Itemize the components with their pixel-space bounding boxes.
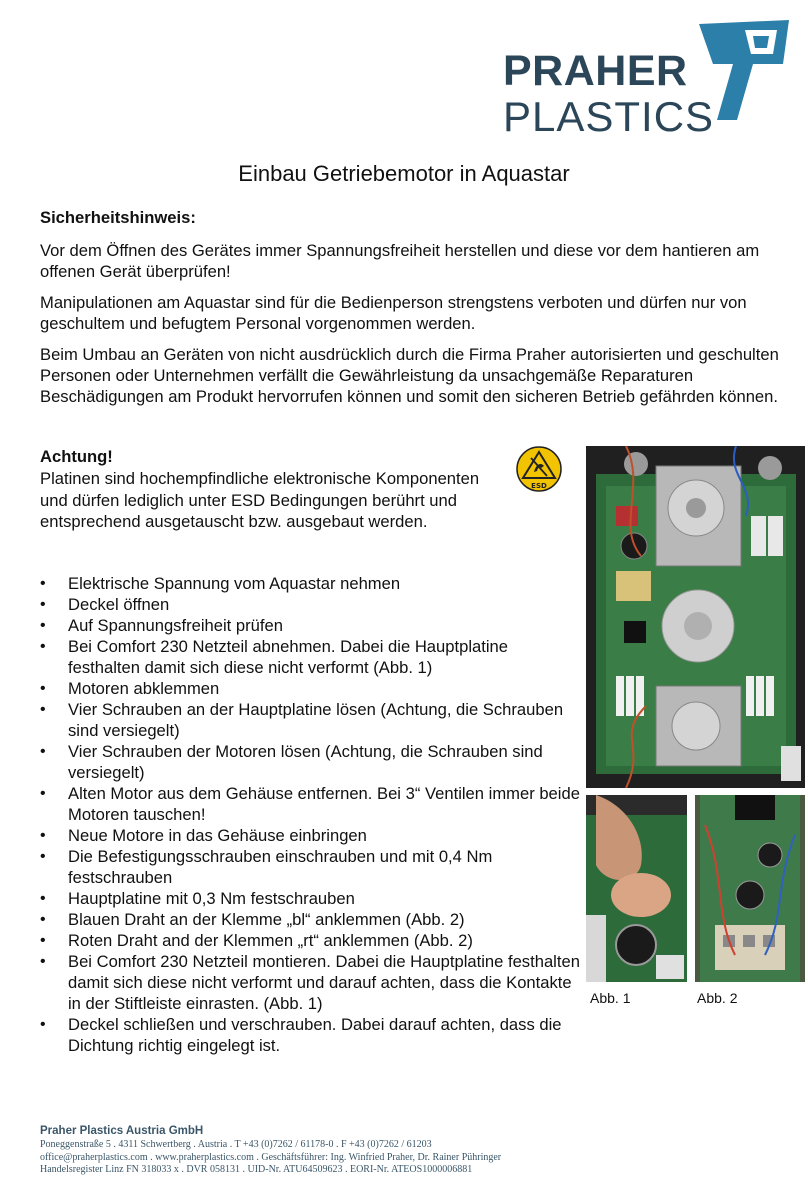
warning-text: Platinen sind hochempfindliche elektronische Komponenten und dürfen lediglich unter ESD Bedingungen berührt und entsprechend ausgetauscht bzw. ausgebaut werden.	[40, 469, 480, 531]
list-item: • Roten Draht and der Klemmen „rt“ anklemmen (Abb. 2)	[40, 930, 580, 951]
footer	[40, 1125, 780, 1177]
list-item: • Hauptplatine mit 0,3 Nm festschrauben	[40, 888, 580, 909]
list-item: • Blauen Draht an der Klemme „bl“ anklemmen (Abb. 2)	[40, 909, 580, 930]
logo-word-praher: PRAHER	[503, 47, 688, 95]
installation-steps-list	[40, 573, 580, 1056]
footer-address: Poneggenstraße 5 . 4311 Schwertberg . Austria . T +43 (0)7262 / 61178-0 . F +43 (0)7262 / 61203	[40, 1139, 432, 1150]
safety-paragraph-2: Manipulationen am Aquastar sind für die Bedienperson strengstens verboten und dürfen nur von geschultem und befugtem Personal vorgenommen werden.	[40, 293, 747, 333]
page-title: Einbau Getriebemotor in Aquastar	[238, 161, 570, 186]
safety-paragraph-3: Beim Umbau an Geräten von nicht ausdrücklich durch die Firma Praher autorisierten und geschulten Personen oder Unternehmen verfällt die Gewährleistung da unsachgemäße Reparaturen Beschädigungen am Produkt hervorrufen können und somit den sicheren Betrieb gefährden können.	[40, 345, 779, 406]
esd-warning-icon	[514, 446, 564, 492]
list-item: • Bei Comfort 230 Netzteil abnehmen. Dabei die Hauptplatine festhalten damit sich diese nicht verformt (Abb. 1)	[40, 636, 580, 678]
list-item: • Vier Schrauben der Motoren lösen (Achtung, die Schrauben sind versiegelt)	[40, 741, 580, 783]
esd-label: ESD	[531, 482, 547, 490]
warning-heading: Achtung!	[40, 447, 113, 466]
safety-heading: Sicherheitshinweis:	[40, 208, 196, 227]
list-item: • Deckel schließen und verschrauben. Dabei darauf achten, dass die Dichtung richtig eingelegt ist.	[40, 1014, 580, 1056]
footer-registration: Handelsregister Linz FN 318033 x . DVR 058131 . UID-Nr. ATU64509623 . EORI-Nr. ATEOS1000006881	[40, 1164, 473, 1175]
list-item: • Auf Spannungsfreiheit prüfen	[40, 615, 580, 636]
logo-word-plastics: PLASTICS	[503, 93, 715, 140]
company-logo	[503, 20, 789, 140]
figure-1-caption: Abb. 1	[590, 990, 631, 1006]
circuit-board-photo	[586, 446, 805, 788]
figure-2-caption: Abb. 2	[697, 990, 738, 1006]
list-item: • Deckel öffnen	[40, 594, 580, 615]
list-item: • Alten Motor aus dem Gehäuse entfernen. Bei 3“ Ventilen immer beide Motoren tauschen!	[40, 783, 580, 825]
list-item: • Bei Comfort 230 Netzteil montieren. Dabei die Hauptplatine festhalten damit sich diese nicht verformt und darauf achten, dass die Kontakte in der Stiftleiste einrasten. (Abb. 1)	[40, 951, 580, 1014]
list-item: • Motoren abklemmen	[40, 678, 580, 699]
footer-company-name: Praher Plastics Austria GmbH	[40, 1125, 204, 1137]
figure-2-photo	[695, 795, 805, 982]
safety-paragraph-1: Vor dem Öffnen des Gerätes immer Spannungsfreiheit herstellen und diese vor dem hantieren am offenen Gerät überprüfen!	[40, 241, 760, 281]
list-item: • Elektrische Spannung vom Aquastar nehmen	[40, 573, 580, 594]
list-item: • Neue Motore in das Gehäuse einbringen	[40, 825, 580, 846]
list-item: • Vier Schrauben an der Hauptplatine lösen (Achtung, die Schrauben sind versiegelt)	[40, 699, 580, 741]
figure-1-photo	[586, 795, 687, 982]
footer-contact: office@praherplastics.com . www.praherplastics.com . Geschäftsführer: Ing. Winfried Praher, Dr. Rainer Pühringer	[40, 1151, 502, 1163]
list-item: • Die Befestigungsschrauben einschrauben und mit 0,4 Nm festschrauben	[40, 846, 580, 888]
logo-mark-icon	[693, 20, 789, 120]
